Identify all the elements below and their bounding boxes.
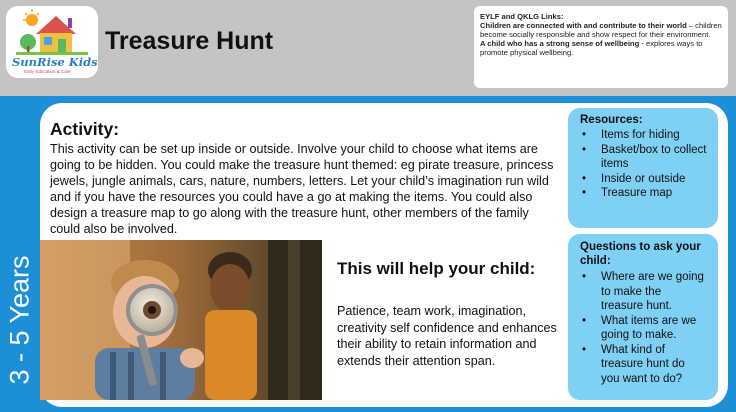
children-magnifier-photo [40, 240, 322, 400]
links-connected-bold: Children are connected with and contribute to their world [480, 21, 687, 30]
page-title: Treasure Hunt [105, 27, 274, 55]
links-wellbeing [480, 39, 722, 57]
activity-text: This activity can be set up inside or outside. Involve your child to choose what items are going to be hidden. You could make the treasure hunt themed: eg pirate treasure, princess jewels, jungle animals, cars, nature, numbers, letters. Let your child’s imagination run wild and if you have the resources you could have a go at making the items. You could also design a treasure map to go along with the treasure hunt, other members of the family could also be involved. [50, 142, 554, 236]
age-label: 3 - 5 Years [4, 255, 35, 385]
list-item: • Basket/box to collect items [579, 143, 715, 172]
logo-tagline: Early Education & Care [24, 69, 71, 74]
curriculum-links-box [474, 6, 728, 88]
links-heading: EYLF and QKLG Links: [480, 12, 564, 21]
header [0, 0, 736, 96]
help-text: Patience, team work, imagination, creativity self confidence and enhances their ability to retain information and extends their attention span. [337, 304, 557, 368]
links-wellbeing-rest: - explores ways to promote physical wellbeing. [480, 39, 703, 57]
links-connected-rest: – children become socially responsible and show respect for their environment. [480, 21, 722, 39]
list-item: • Treasure map [579, 186, 715, 201]
list-item: • Where are we going to make the treasure hunt. [579, 270, 705, 314]
list-item: • What kind of treasure hunt do you want to do? [579, 343, 705, 387]
resources-list [579, 128, 715, 201]
resources-heading: Resources: [580, 114, 643, 126]
list-item: • Items for hiding [579, 128, 715, 143]
links-wellbeing-bold: A child who has a strong sense of wellbeing [480, 39, 640, 48]
logo-brand: SunRise Kids [12, 55, 98, 69]
questions-panel [568, 234, 718, 400]
list-item: • Inside or outside [579, 172, 715, 187]
links-connected [480, 21, 722, 39]
resources-panel [568, 108, 718, 228]
activity-heading: Activity: [50, 119, 120, 139]
help-heading: This will help your child: [337, 259, 536, 278]
sunrise-kids-logo [6, 6, 98, 78]
questions-list [579, 270, 705, 386]
list-item: • What items are we going to make. [579, 314, 705, 343]
questions-heading: Questions to ask your child: [580, 241, 701, 267]
